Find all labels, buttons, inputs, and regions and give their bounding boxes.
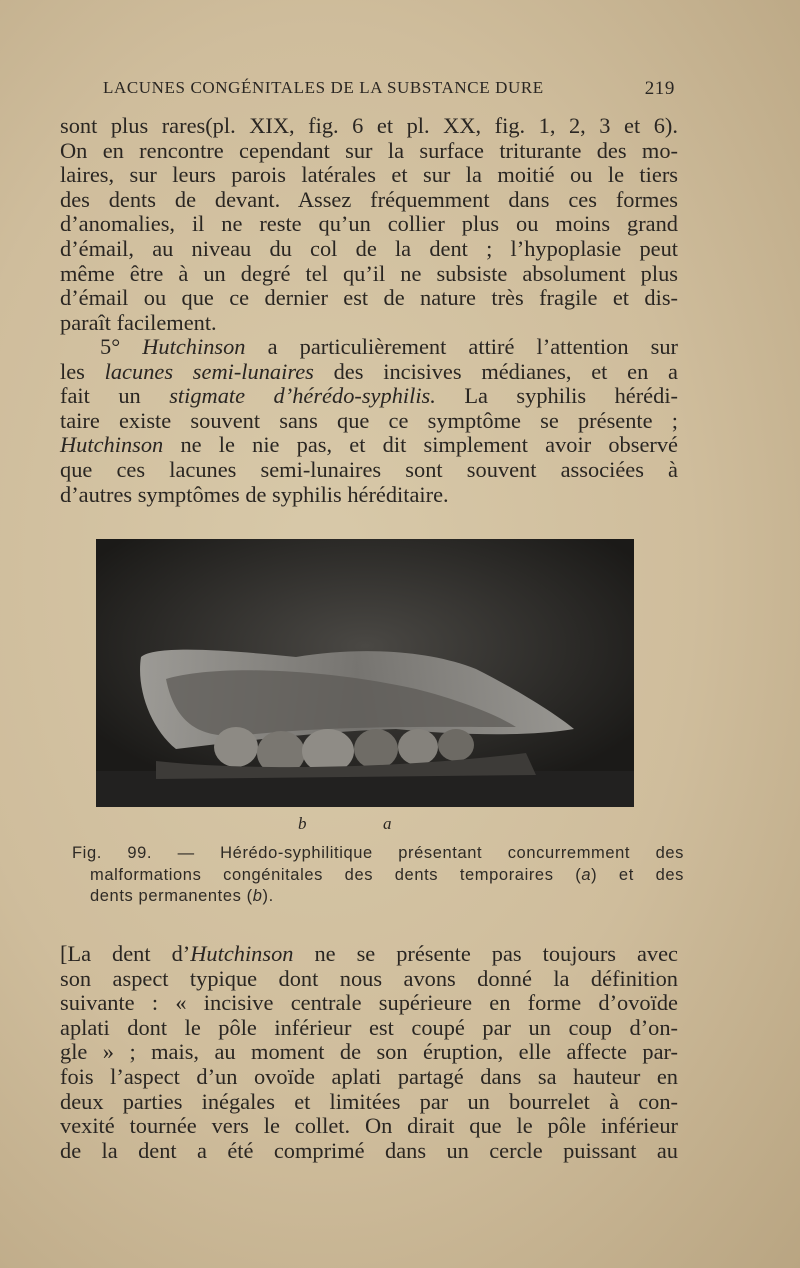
text-line: d’émail ou que ce dernier est de nature très fragile et dis- — [60, 285, 678, 311]
text-line: même être à un degré tel qu’il ne subsiste absolument plus — [60, 260, 678, 286]
text-run: des incisives médianes, et en a — [313, 358, 678, 384]
text-line: des dents de devant. Assez fréquemment dans ces formes — [60, 186, 678, 212]
running-title: LACUNES CONGÉNITALES DE LA SUBSTANCE DURE — [103, 78, 544, 97]
text-line: d’autres symptômes de syphilis héréditaire. — [60, 481, 449, 507]
text-run: [La dent d’ — [60, 941, 191, 966]
text-run: La syphilis hérédi- — [435, 383, 678, 409]
italic-letter: a — [581, 865, 592, 884]
text-run: ). — [262, 887, 274, 905]
text-line: sont plus rares(pl. XIX, fig. 6 et pl. XX, fig. 1, 2, 3 et 6). — [60, 113, 678, 138]
caption-line: Fig. 99. — Hérédo-syphilitique présentant concurremment des — [72, 844, 684, 862]
page-number: 219 — [644, 78, 675, 99]
figure-label-b: b — [298, 814, 307, 833]
text-line: aplati dont le pôle inférieur est coupé par un coup d’on- — [60, 1014, 678, 1040]
text-line — [60, 384, 678, 409]
text-run: malformations congénitales des dents temporaires ( — [90, 865, 582, 884]
text-line: laires, sur leurs parois latérales et sur la moitié ou le tiers — [60, 162, 678, 188]
text-run: les — [60, 358, 105, 384]
text-line: vexité tournée vers le collet. On dirait que le pôle inférieur — [60, 1113, 678, 1139]
photo-illustration — [96, 539, 634, 807]
paragraph-2 — [60, 335, 678, 507]
italic-letter: b — [252, 887, 263, 905]
text-line — [60, 360, 678, 385]
author-name: Hutchinson — [142, 334, 246, 359]
text-run: fait un — [60, 383, 170, 409]
figure-labels — [96, 814, 634, 834]
text-line — [60, 433, 678, 458]
dental-photograph — [96, 539, 634, 807]
text-line: paraît facilement. — [60, 309, 217, 335]
italic-term: stigmate d’hérédo-syphilis. — [169, 383, 436, 409]
text-run: ne se présente pas toujours avec — [293, 941, 678, 966]
text-run: ) et des — [591, 865, 684, 884]
text-run: a particulièrement attiré l’attention sur — [245, 334, 678, 359]
italic-term: lacunes semi-lunaires — [104, 358, 314, 384]
author-name: Hutchinson — [60, 432, 164, 458]
caption-line — [72, 886, 684, 908]
running-header — [103, 74, 675, 102]
figure-caption — [72, 843, 684, 908]
caption-line — [72, 865, 684, 887]
text-line: de la dent a été comprimé dans un cercle puissant au — [60, 1137, 678, 1163]
text-line: d’anomalies, il ne reste qu’un collier plus ou moins grand — [60, 211, 678, 237]
text-line: taire existe souvent sans que ce symptôme se présente ; — [60, 407, 678, 433]
text-line: son aspect typique dont nous avons donné la définition — [60, 965, 678, 991]
text-line: d’émail, au niveau du col de la dent ; l’hypoplasie peut — [60, 235, 678, 261]
text-run: dents permanentes ( — [90, 887, 253, 905]
paragraph-1 — [60, 114, 678, 335]
text-line — [60, 942, 678, 967]
text-line: fois l’aspect d’un ovoïde aplati partagé dans sa hauteur en — [60, 1063, 678, 1089]
figure-label-a: a — [383, 814, 392, 833]
text-run: 5° — [100, 334, 143, 359]
text-line: deux parties inégales et limitées par un bourrelet à con- — [60, 1088, 678, 1114]
text-line — [60, 335, 678, 360]
text-line: suivante : « incisive centrale supérieure en forme d’ovoïde — [60, 990, 678, 1016]
text-run: ne le nie pas, et dit simplement avoir observé — [163, 432, 678, 458]
text-line: On en rencontre cependant sur la surface triturante des mo- — [60, 137, 678, 163]
text-line: que ces lacunes semi-lunaires sont souvent associées à — [60, 456, 678, 482]
text-line: gle » ; mais, au moment de son éruption, elle affecte par- — [60, 1039, 678, 1065]
paragraph-3 — [60, 942, 678, 1163]
author-name: Hutchinson — [190, 941, 294, 966]
